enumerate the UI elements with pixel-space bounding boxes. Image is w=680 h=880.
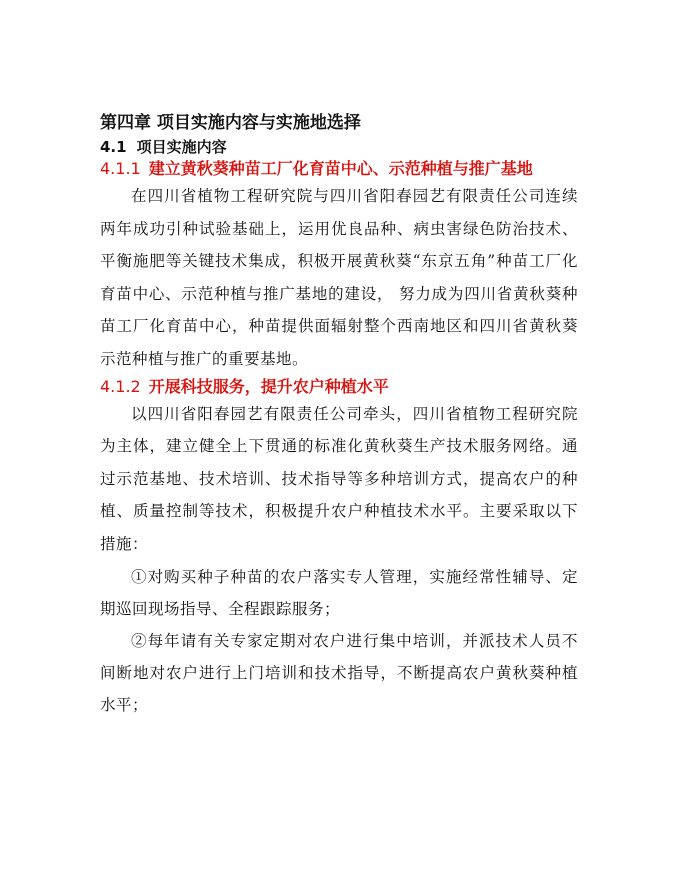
section-4-1-2-number: 4.1.2 bbox=[100, 376, 141, 396]
chapter-title: 第四章 项目实施内容与实施地选择 bbox=[100, 113, 361, 133]
section-4-1-1-heading bbox=[100, 158, 578, 180]
measure-item-1: ①对购买种子种苗的农户落实专人管理，实施经常性辅导、定期巡回现场指导、全程跟踪服务； bbox=[100, 567, 578, 618]
measure-item-2: ②每年请有关专家定期对农户进行集中培训，并派技术人员不间断地对农户进行上门培训和技术指导，不断提高农户黄秋葵种植水平； bbox=[100, 631, 578, 714]
section-4-1-1-title: 建立黄秋葵种苗工厂化育苗中心、示范种植与推广基地 bbox=[148, 159, 533, 178]
section-4-1-2-title: 开展科技服务，提升农户种植水平 bbox=[148, 376, 389, 396]
section-4-1-1-paragraph: 在四川省植物工程研究院与四川省阳春园艺有限责任公司连续两年成功引种试验基础上，运用优良品种、病虫害绿色防治技术、平衡施肥等关键技术集成，积极开展黄秋葵“东京五角”种苗工厂化育苗中心、示范种植与推广基地的建设， 努力成为四川省黄秋葵种苗工厂化育苗中心，种苗提供面辐射整个西南地区和四川省黄秋葵示范种植与推广的重要基地。 bbox=[100, 187, 578, 368]
section-4-1-2-heading bbox=[100, 376, 578, 398]
section-4-1-heading bbox=[100, 136, 578, 158]
section-4-1-1-number: 4.1.1 bbox=[100, 159, 141, 178]
document-content bbox=[100, 110, 578, 721]
section-4-1-number: 4.1 bbox=[100, 138, 127, 156]
section-4-1-title: 项目实施内容 bbox=[136, 138, 227, 156]
section-4-1-2-paragraph: 以四川省阳春园艺有限责任公司牵头，四川省植物工程研究院为主体，建立健全上下贯通的标准化黄秋葵生产技术服务网络。通过示范基地、技术培训、技术指导等多种培训方式，提高农户的种植、质量控制等技术，积极提升农户种植技术水平。主要采取以下措施： bbox=[100, 404, 578, 553]
